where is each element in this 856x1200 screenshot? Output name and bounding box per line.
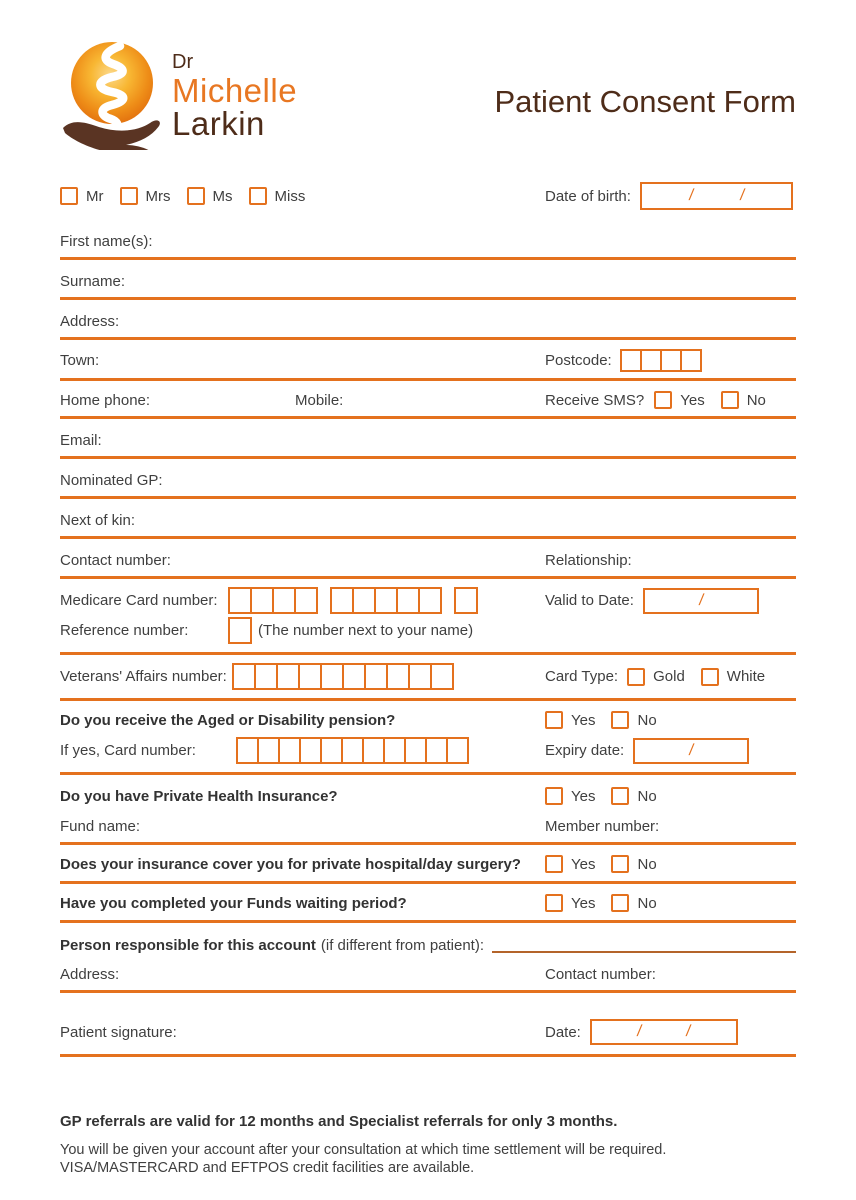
grid-cell[interactable] xyxy=(425,737,448,764)
grid-cell[interactable] xyxy=(254,663,278,690)
pension-yes-no-group xyxy=(545,711,796,729)
phi-question: Do you have Private Health Insurance? xyxy=(60,787,338,805)
responsible-contact-group xyxy=(545,965,796,983)
pension-section xyxy=(60,701,796,775)
grid-cell[interactable] xyxy=(257,737,280,764)
white-checkbox[interactable] xyxy=(701,668,719,686)
grid-cell[interactable] xyxy=(396,587,420,614)
settlement-note: You will be given your account after your consultation at which time settlement will be required. xyxy=(60,1142,667,1158)
gold-checkbox[interactable] xyxy=(627,668,645,686)
grid-cell[interactable] xyxy=(408,663,432,690)
waiting-yes-label: Yes xyxy=(571,894,596,912)
expiry-slash: / xyxy=(687,741,695,759)
ms-checkbox[interactable] xyxy=(187,187,205,205)
grid-cell[interactable] xyxy=(342,663,366,690)
grid-cell[interactable] xyxy=(620,349,642,372)
pension-no-label: No xyxy=(637,711,657,729)
grid-cell[interactable] xyxy=(278,737,301,764)
responsible-address-label: Address: xyxy=(60,965,120,983)
medicare-section xyxy=(60,579,796,655)
fund-name-input-area[interactable] xyxy=(140,817,545,835)
veterans-label: Veterans' Affairs number: xyxy=(60,668,227,685)
header xyxy=(60,38,796,150)
date-group xyxy=(545,1019,796,1045)
date-field[interactable] xyxy=(590,1019,738,1045)
grid-cell[interactable] xyxy=(330,587,354,614)
grid-cell[interactable] xyxy=(341,737,364,764)
pension-card-field[interactable] xyxy=(236,737,469,764)
sms-group xyxy=(545,391,796,409)
grid-cell[interactable] xyxy=(430,663,454,690)
waiting-no-checkbox[interactable] xyxy=(611,894,629,912)
expiry-group xyxy=(545,738,796,764)
contact-number-input-area[interactable] xyxy=(171,551,545,569)
medicare-label: Medicare Card number: xyxy=(60,592,218,609)
responsible-contact-input-area[interactable] xyxy=(656,965,796,983)
expiry-label: Expiry date: xyxy=(545,742,625,759)
grid-cell[interactable] xyxy=(418,587,442,614)
dob-slash-1: / xyxy=(687,187,695,204)
phi-no-label: No xyxy=(637,787,657,805)
phi-yes-label: Yes xyxy=(571,787,596,805)
sms-no-checkbox[interactable] xyxy=(721,391,739,409)
member-number-label: Member number: xyxy=(545,817,660,835)
surname-row xyxy=(60,260,796,300)
mr-label: Mr xyxy=(86,187,104,205)
grid-cell[interactable] xyxy=(364,663,388,690)
mobile-input-area[interactable] xyxy=(343,391,545,409)
reference-label: Reference number: xyxy=(60,622,189,639)
grid-cell[interactable] xyxy=(320,737,343,764)
grid-cell[interactable] xyxy=(660,349,682,372)
logo-first-name: Michelle xyxy=(172,72,298,109)
phi-yes-checkbox[interactable] xyxy=(545,787,563,805)
mr-checkbox[interactable] xyxy=(60,187,78,205)
valid-to-group xyxy=(545,588,796,614)
reference-row xyxy=(60,617,796,644)
insurance-yes-no-group xyxy=(545,855,796,873)
expiry-field[interactable] xyxy=(633,738,749,764)
logo-last-name: Larkin xyxy=(172,105,265,142)
sms-no-label: No xyxy=(746,391,766,409)
grid-cell[interactable] xyxy=(446,737,469,764)
card-type-label: Card Type: xyxy=(545,668,619,685)
home-phone-label: Home phone: xyxy=(60,391,151,409)
signature-label: Patient signature: xyxy=(60,1023,177,1041)
grid-cell[interactable] xyxy=(383,737,406,764)
next-of-kin-label: Next of kin: xyxy=(60,511,136,529)
grid-cell[interactable] xyxy=(386,663,410,690)
responsible-row xyxy=(60,923,796,954)
grid-cell[interactable] xyxy=(374,587,398,614)
valid-to-slash: / xyxy=(697,591,705,609)
page-title: Patient Consent Form xyxy=(494,84,796,119)
phone-row xyxy=(60,381,796,419)
insurance-no-checkbox[interactable] xyxy=(611,855,629,873)
insurance-no-label: No xyxy=(637,855,657,873)
mrs-label: Mrs xyxy=(145,187,171,205)
member-number-group xyxy=(545,817,796,835)
insurance-yes-checkbox[interactable] xyxy=(545,855,563,873)
surname-label: Surname: xyxy=(60,272,126,290)
responsible-contact-label: Contact number: xyxy=(545,965,656,983)
next-of-kin-row xyxy=(60,499,796,539)
waiting-yes-no-group xyxy=(545,894,796,912)
if-yes-card-label: If yes, Card number: xyxy=(60,742,196,759)
grid-cell[interactable] xyxy=(362,737,385,764)
card-type-group xyxy=(545,668,796,686)
dob-slash-2: / xyxy=(738,187,746,204)
dob-group xyxy=(545,182,796,210)
surname-input-area[interactable] xyxy=(125,272,796,290)
clinic-name xyxy=(172,52,297,140)
reference-field[interactable] xyxy=(228,617,252,644)
phi-no-checkbox[interactable] xyxy=(611,787,629,805)
town-row xyxy=(60,340,796,381)
insurance-cover-question: Does your insurance cover you for private hospital/day surgery? xyxy=(60,855,521,873)
sms-yes-checkbox[interactable] xyxy=(654,391,672,409)
stomach-in-hand-icon xyxy=(60,38,162,150)
grid-cell[interactable] xyxy=(680,349,702,372)
grid-cell[interactable] xyxy=(299,737,322,764)
postcode-field[interactable] xyxy=(620,349,702,372)
email-label: Email: xyxy=(60,431,102,449)
grid-cell[interactable] xyxy=(250,587,274,614)
dob-field[interactable] xyxy=(640,182,793,210)
email-row xyxy=(60,419,796,459)
town-input-area[interactable] xyxy=(99,352,545,370)
grid-cell[interactable] xyxy=(228,617,252,644)
medicare-field-group-2[interactable] xyxy=(330,587,442,614)
pension-question: Do you receive the Aged or Disability pension? xyxy=(60,711,396,729)
responsible-note: (if different from patient): xyxy=(320,937,485,954)
waiting-yes-checkbox[interactable] xyxy=(545,894,563,912)
date-slash-1: / xyxy=(635,1023,643,1040)
member-number-input-area[interactable] xyxy=(659,817,796,835)
phi-question-row xyxy=(60,775,796,809)
referral-validity-note: GP referrals are valid for 12 months and Specialist referrals for only 3 months. xyxy=(60,1113,618,1130)
gold-label: Gold xyxy=(653,668,685,685)
insurance-cover-row xyxy=(60,845,796,884)
fund-name-label: Fund name: xyxy=(60,817,141,835)
sms-yes-label: Yes xyxy=(680,391,705,409)
grid-cell[interactable] xyxy=(404,737,427,764)
waiting-period-question: Have you completed your Funds waiting period? xyxy=(60,894,407,912)
first-name-label: First name(s): xyxy=(60,232,153,250)
responsible-input-area[interactable] xyxy=(492,939,796,953)
footer-notes xyxy=(60,1113,796,1177)
dob-label: Date of birth: xyxy=(545,187,631,205)
grid-cell[interactable] xyxy=(228,587,252,614)
white-label: White xyxy=(726,668,766,685)
grid-cell[interactable] xyxy=(236,737,259,764)
valid-to-label: Valid to Date: xyxy=(545,592,634,609)
grid-cell[interactable] xyxy=(276,663,300,690)
grid-cell[interactable] xyxy=(320,663,344,690)
grid-cell[interactable] xyxy=(640,349,662,372)
grid-cell[interactable] xyxy=(232,663,256,690)
relationship-group xyxy=(545,551,796,569)
miss-checkbox[interactable] xyxy=(249,187,267,205)
relationship-input-area[interactable] xyxy=(632,551,796,569)
ms-label: Ms xyxy=(212,187,233,205)
postcode-label: Postcode: xyxy=(545,352,612,369)
veterans-field[interactable] xyxy=(232,663,454,690)
waiting-period-row xyxy=(60,884,796,923)
valid-to-field[interactable] xyxy=(643,588,759,614)
mrs-checkbox[interactable] xyxy=(120,187,138,205)
address-row xyxy=(60,300,796,340)
medicare-row xyxy=(60,587,796,614)
clinic-logo xyxy=(60,38,297,150)
grid-cell[interactable] xyxy=(272,587,296,614)
town-label: Town: xyxy=(60,352,100,369)
mobile-label: Mobile: xyxy=(295,391,344,409)
first-name-input-area[interactable] xyxy=(153,232,796,250)
sms-label: Receive SMS? xyxy=(545,391,645,409)
nominated-gp-label: Nominated GP: xyxy=(60,471,163,489)
logo-dr: Dr xyxy=(172,51,194,73)
contact-number-label: Contact number: xyxy=(60,551,171,569)
postcode-group xyxy=(545,349,796,372)
pension-question-row xyxy=(60,711,796,729)
responsible-address-row xyxy=(60,954,796,993)
reference-note: (The number next to your name) xyxy=(258,622,474,639)
grid-cell[interactable] xyxy=(454,587,478,614)
first-name-row xyxy=(60,220,796,260)
date-slash-2: / xyxy=(685,1023,693,1040)
relationship-label: Relationship: xyxy=(545,551,632,569)
address-input-area[interactable] xyxy=(119,312,796,330)
responsible-label: Person responsible for this account xyxy=(60,937,316,954)
address-label: Address: xyxy=(60,312,120,330)
signature-row xyxy=(60,993,796,1057)
grid-cell[interactable] xyxy=(298,663,322,690)
responsible-address-input-area[interactable] xyxy=(119,965,545,983)
date-label: Date: xyxy=(545,1023,581,1041)
nominated-gp-input-area[interactable] xyxy=(163,471,796,489)
pension-yes-checkbox[interactable] xyxy=(545,711,563,729)
veterans-row xyxy=(60,655,796,701)
payment-facilities-note: VISA/MASTERCARD and EFTPOS credit facilities are available. xyxy=(60,1160,475,1177)
email-input-area[interactable] xyxy=(102,431,796,449)
insurance-yes-label: Yes xyxy=(571,855,596,873)
next-of-kin-input-area[interactable] xyxy=(135,511,796,529)
pension-card-row xyxy=(60,737,796,764)
fund-row xyxy=(60,809,796,845)
medicare-field-group-1[interactable] xyxy=(228,587,318,614)
miss-label: Miss xyxy=(274,187,306,205)
medicare-field-group-3[interactable] xyxy=(454,587,478,614)
pension-no-checkbox[interactable] xyxy=(611,711,629,729)
signature-input-area[interactable] xyxy=(177,1023,545,1041)
pension-yes-label: Yes xyxy=(571,711,596,729)
waiting-no-label: No xyxy=(637,894,657,912)
grid-cell[interactable] xyxy=(294,587,318,614)
grid-cell[interactable] xyxy=(352,587,376,614)
phi-yes-no-group xyxy=(545,787,796,805)
nominated-gp-row xyxy=(60,459,796,499)
salutation-row xyxy=(60,174,796,220)
contact-relationship-row xyxy=(60,539,796,579)
